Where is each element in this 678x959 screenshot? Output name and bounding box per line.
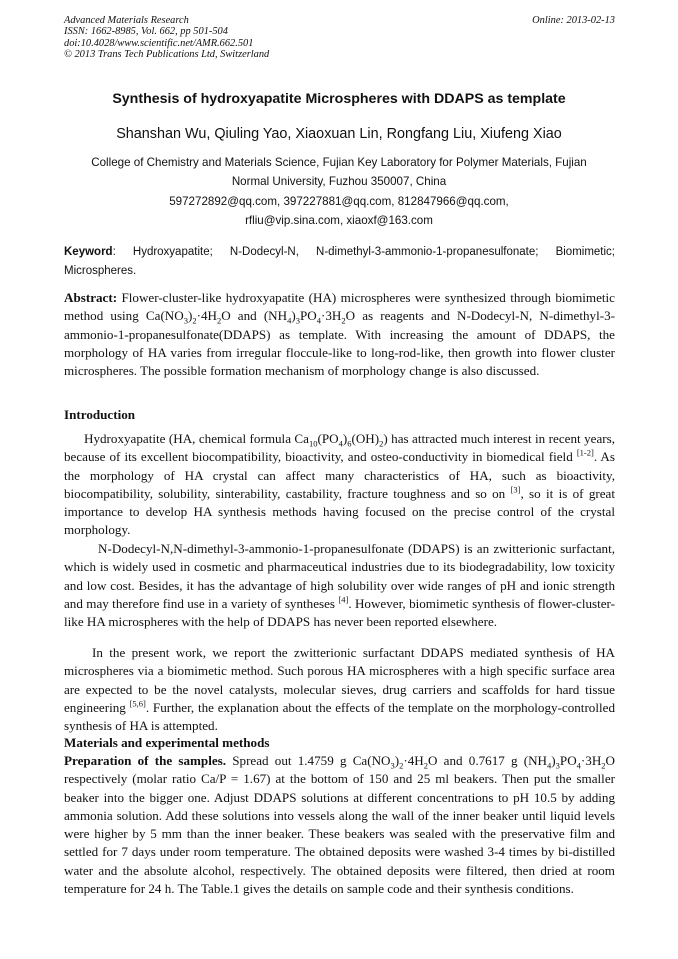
abstract-label: Abstract: [64,290,118,305]
paragraph: In the present work, we report the zwitterionic surfactant DDAPS mediated synthesis of HA microspheres via a biomimetic method. Such porous HA microspheres with a high specific surface area are expected to be the novel catalysts, molecular sieves, drug carriers and scaffolds for hard tissue engineering [5,6]. Further, the explanation about the effects of the template on the morphology-controlled synthesis of HA is attempted. [64,645,615,734]
citation: [3] [510,484,521,495]
paragraph: Preparation of the samples. Spread out 1.4759 g $Ca(NO_3)_2\cdot 4H_2O$ and 0.7617 g $(NH_4)_3PO_4\cdot 3H_2O$ respectively (molar ratio Ca/P = 1.67) at the bottom of 150 and 25 ml beakers. Then put the smaller beaker into the bigger one. Adjust DDAPS solutions at different concentrations to pH 10.5 by adding ammonia solution. Add these solutions into vessels along the wall of the inner beaker until liquid levels were higher by 5 mm than the inner beaker. These beakers was sealed with the preservative film and settled for 7 days under room temperature. The obtained deposits were washed 3-4 times by bi-distilled water and the absolute alcohol, respectively. The obtained deposits were filtered, then dried at room temperature for 24 h. The Table.1 gives the details on sample code and their synthesis conditions. [64,753,615,897]
keywords [64,243,615,281]
section-heading-introduction: Introduction [64,407,136,422]
journal-name: Advanced Materials Research [64,15,189,26]
email-list: 597272892@qq.com, 397227881@qq.com, 812847966@qq.com, [169,194,509,208]
citation: [1-2] [576,447,594,458]
paper-title: Synthesis of hydroxyapatite Microspheres with DDAPS as template [112,91,566,107]
citation: [5,6] [129,698,146,709]
paragraph: N-Dodecyl-N,N-dimethyl-3-ammonio-1-propanesulfonate (DDAPS) is an zwitterionic surfactant, which is widely used in cosmetic and pharmaceutical industries due to its biodegradability, low toxicity and low cost. Besides, it has the advantage of high solubility over wide ranges of pH and ionic strength and may therefore find use in a variety of syntheses [4]. However, biomimetic synthesis of flower-cluster-like HA microspheres with the help of DDAPS has never been reported elsewhere. [64,541,616,630]
doi: doi:10.4028/www.scientific.net/AMR.662.501 [64,37,254,49]
issn: ISSN: 1662-8985, Vol. 662, pp 501-504 [64,26,228,38]
affiliation-line: Normal University, Fuzhou 350007, China [231,175,447,189]
subsection-label: Preparation of the samples. [64,753,227,768]
affiliation-line: College of Chemistry and Materials Science, Fujian Key Laboratory for Polymer Materials, Fujian [91,156,587,169]
keyword-label: Keyword [64,246,113,258]
abstract: Abstract: Flower-cluster-like hydroxyapatite (HA) microspheres were synthesized through biomimetic method using $Ca(NO_3)_2\cdot 4H_2O$ and $(NH_4)_3PO_4\cdot 3H_2O$ as reagents and N-Dodecyl-N, N-dimethyl-3-ammonio-1-propanesulfonate(DDAPS) as template. With increasing the amount of DDAPS, the morphology of HA varies from irregular floccule-like to long-rod-like, then growth into flower cluster microspheres. The possible formation mechanism of morphology change is also discussed. [64,290,616,379]
copyright: © 2013 Trans Tech Publications Ltd, Switzerland [64,48,270,60]
section-heading-methods: Materials and experimental methods [64,735,270,750]
paragraph: Hydroxyapatite (HA, chemical formula $Ca_{10}(PO_4)_6(OH)_2$) has attracted much interest in recent years, because of its excellent biocompatibility, bioactivity, and osteo-conductivity in biomedical field [1-2]. As the morphology of HA crystal can affect many characteristics of HA, such as bioactivity, biocompatibility, solubility, sinterability, castability, fracture toughness and so on [3], so it is of great importance to develop HA synthesis methods having focused on the precise control of the crystal morphology. [64,431,615,538]
keyword-text: : Hydroxyapatite; N-Dodecyl-N, N-dimethyl-3-ammonio-1-propanesulfonate; Biomimetic; Microspheres. [64,246,615,277]
journal-header [64,15,615,60]
email-list: rfliu@vip.sina.com, xiaoxf@163.com [245,214,433,228]
citation: [4] [338,594,349,605]
online-date: Online: 2013-02-13 [532,15,615,26]
author-list: Shanshan Wu, Qiuling Yao, Xiaoxuan Lin, Rongfang Liu, Xiufeng Xiao [116,126,562,142]
affiliation [60,153,618,231]
